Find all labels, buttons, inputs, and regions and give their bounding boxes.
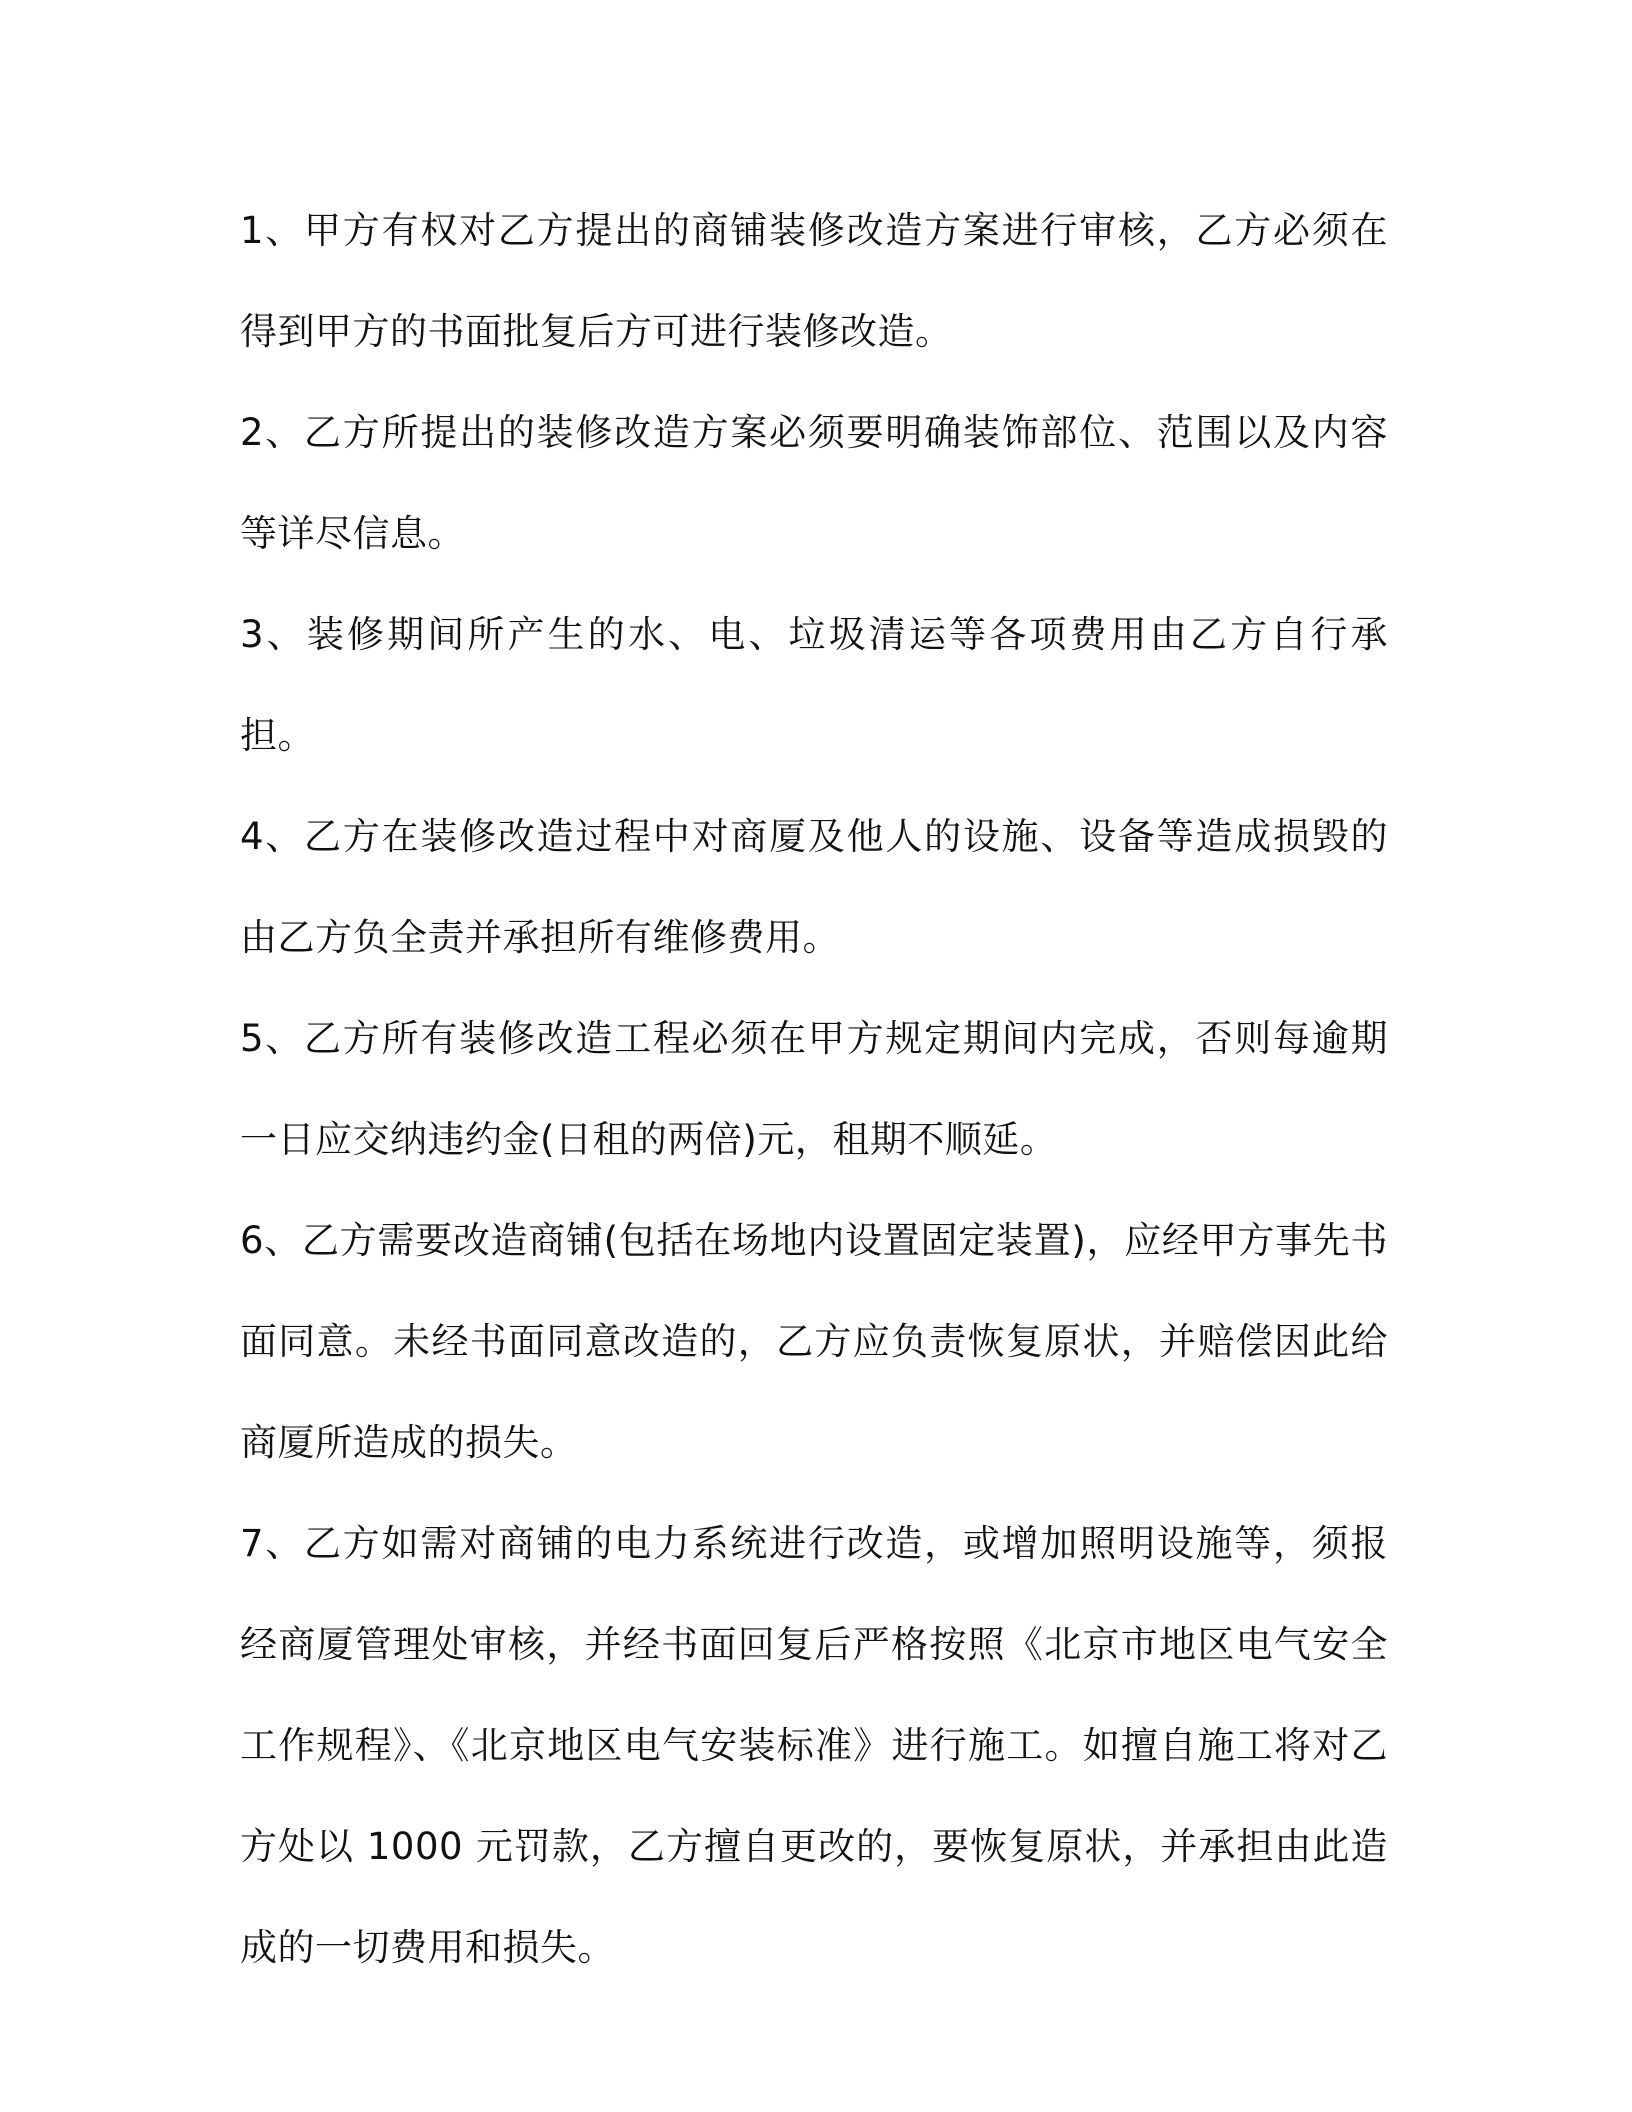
- clause-1: 1、甲方有权对乙方提出的商铺装修改造方案进行审核，乙方必须在得到甲方的书面批复后方可进行装修改造。: [240, 209, 1388, 353]
- clause-3: 3、装修期间所产生的水、电、垃圾清运等各项费用由乙方自行承担。: [240, 613, 1388, 757]
- clause-5: 5、乙方所有装修改造工程必须在甲方规定期间内完成，否则每逾期一日应交纳违约金(日租的两倍)元，租期不顺延。: [240, 1017, 1388, 1161]
- clause-7: 7、乙方如需对商铺的电力系统进行改造，或增加照明设施等，须报经商厦管理处审核，并经书面回复后严格按照《北京市地区电气安全工作规程》、《北京地区电气安装标准》进行施工。如擅自施工将对乙方处以 1000 元罚款，乙方擅自更改的，要恢复原状，并承担由此造成的一切费用和损失。: [240, 1522, 1388, 1969]
- clause-6: 6、乙方需要改造商铺(包括在场地内设置固定装置)，应经甲方事先书面同意。未经书面同意改造的，乙方应负责恢复原状，并赔偿因此给商厦所造成的损失。: [240, 1219, 1388, 1464]
- clause-list: [240, 180, 1388, 1998]
- clause-2: 2、乙方所提出的装修改造方案必须要明确装饰部位、范围以及内容等详尽信息。: [240, 411, 1388, 555]
- clause-4: 4、乙方在装修改造过程中对商厦及他人的设施、设备等造成损毁的由乙方负全责并承担所有维修费用。: [240, 815, 1388, 959]
